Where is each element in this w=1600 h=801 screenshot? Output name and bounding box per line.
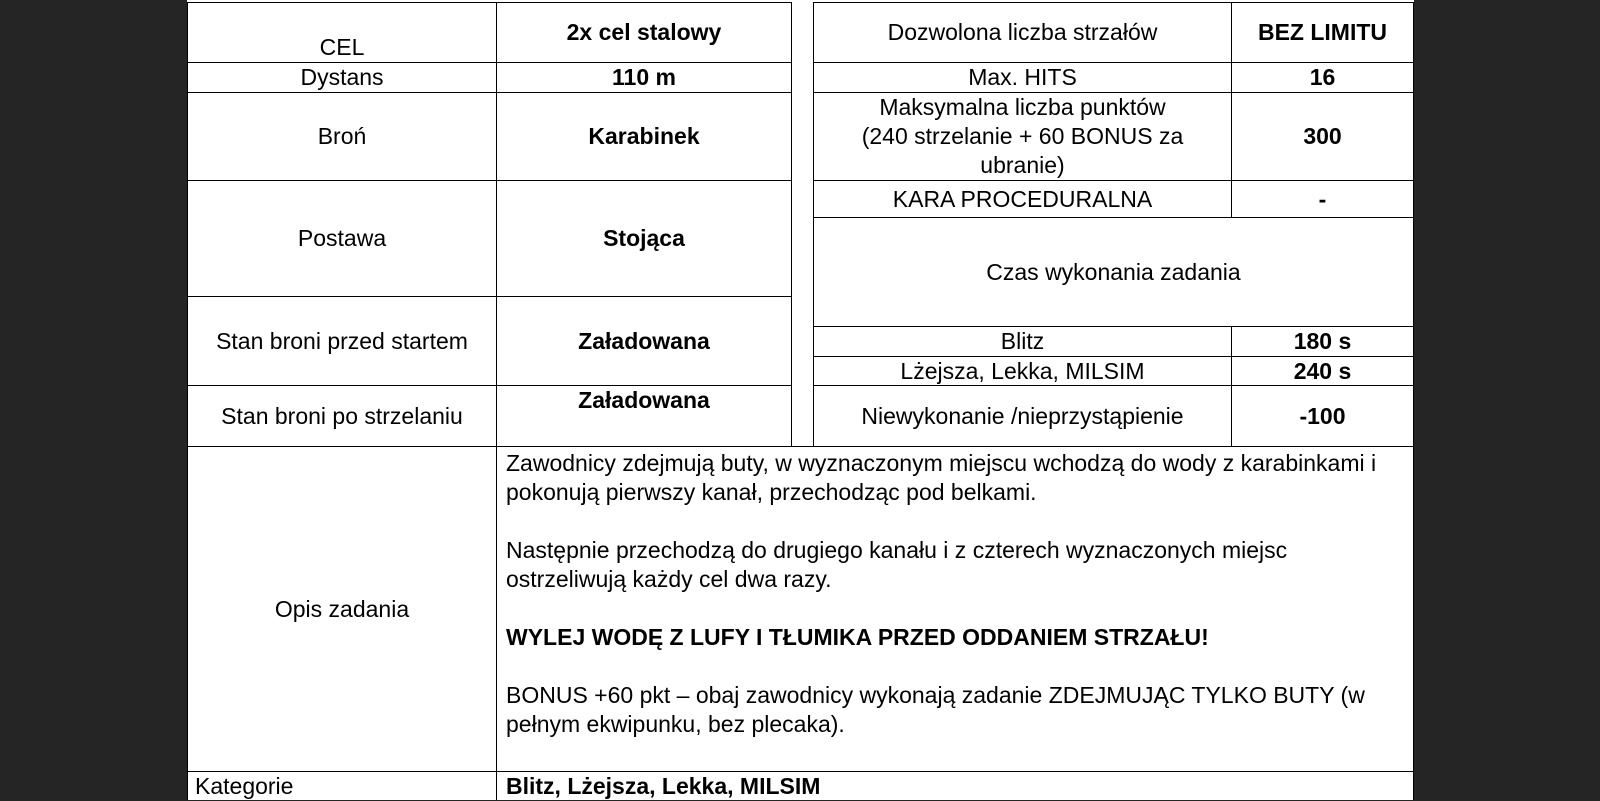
shots-value: BEZ LIMITU xyxy=(1257,19,1388,45)
distance-label: Dystans xyxy=(300,64,384,90)
right-table-top-border xyxy=(813,2,1414,3)
weapon-state-before-value: Załadowana xyxy=(578,327,710,354)
categories-label: Kategorie xyxy=(195,772,294,799)
weapon-state-after-value: Załadowana xyxy=(578,387,710,413)
weapon-state-before-label: Stan broni przed startem xyxy=(216,327,468,354)
time-other-value: 240 s xyxy=(1293,357,1352,384)
target-label: CEL xyxy=(319,34,365,60)
procedural-penalty-label: KARA PROCEDURALNA xyxy=(892,185,1153,212)
right-border xyxy=(1413,2,1414,800)
description-text xyxy=(506,449,1396,739)
max-points-value: 300 xyxy=(1303,123,1342,149)
weapon-label: Broń xyxy=(317,123,367,149)
description-warning: WYLEJ WODĘ Z LUFY I TŁUMIKA PRZED ODDANIEM STRZAŁU! xyxy=(506,624,1209,650)
weapon-state-after-label: Stan broni po strzelaniu xyxy=(221,402,463,429)
non-completion-value: -100 xyxy=(1299,402,1346,429)
categories-value: Blitz, Lżejsza, Lekka, MILSIM xyxy=(506,772,821,799)
target-value: 2x cel stalowy xyxy=(566,19,722,45)
description-label: Opis zadania xyxy=(274,595,410,622)
procedural-penalty-value: - xyxy=(1318,185,1327,212)
max-points-label xyxy=(814,93,1231,180)
distance-value: 110 m xyxy=(612,64,676,90)
stance-label: Postawa xyxy=(297,225,387,251)
max-hits-label: Max. HITS xyxy=(968,64,1077,90)
non-completion-label: Niewykonanie /nieprzystąpienie xyxy=(861,402,1184,429)
stance-value: Stojąca xyxy=(603,225,685,251)
time-other-label: Lżejsza, Lekka, MILSIM xyxy=(900,357,1145,384)
max-points-label-line: Maksymalna liczba punktów xyxy=(879,94,1166,120)
description-paragraph: Następnie przechodzą do drugiego kanału i z czterech wyznaczonych miejsc ostrzeliwują każdy cel dwa razy. xyxy=(506,537,1288,592)
document-page xyxy=(187,0,1414,800)
description-bonus: BONUS +60 pkt – obaj zawodnicy wykonają zadanie ZDEJMUJĄC TYLKO BUTY (w pełnym ekwipunku, bez plecaka). xyxy=(506,682,1365,737)
time-blitz-label: Blitz xyxy=(1000,328,1045,354)
max-points-label-line: (240 strzelanie + 60 BONUS za xyxy=(861,123,1184,149)
max-hits-value: 16 xyxy=(1309,64,1336,90)
time-blitz-value: 180 s xyxy=(1293,328,1352,354)
left-table-right-border xyxy=(791,2,792,446)
weapon-value: Karabinek xyxy=(588,123,700,149)
description-paragraph: Zawodnicy zdejmują buty, w wyznaczonym miejscu wchodzą do wody z karabinkami i pokonują pierwszy kanał, przechodząc pod belkami. xyxy=(506,450,1377,505)
max-points-label-line: ubranie) xyxy=(980,152,1065,178)
shots-label: Dozwolona liczba strzałów xyxy=(887,19,1158,45)
time-header: Czas wykonania zadania xyxy=(986,258,1241,285)
